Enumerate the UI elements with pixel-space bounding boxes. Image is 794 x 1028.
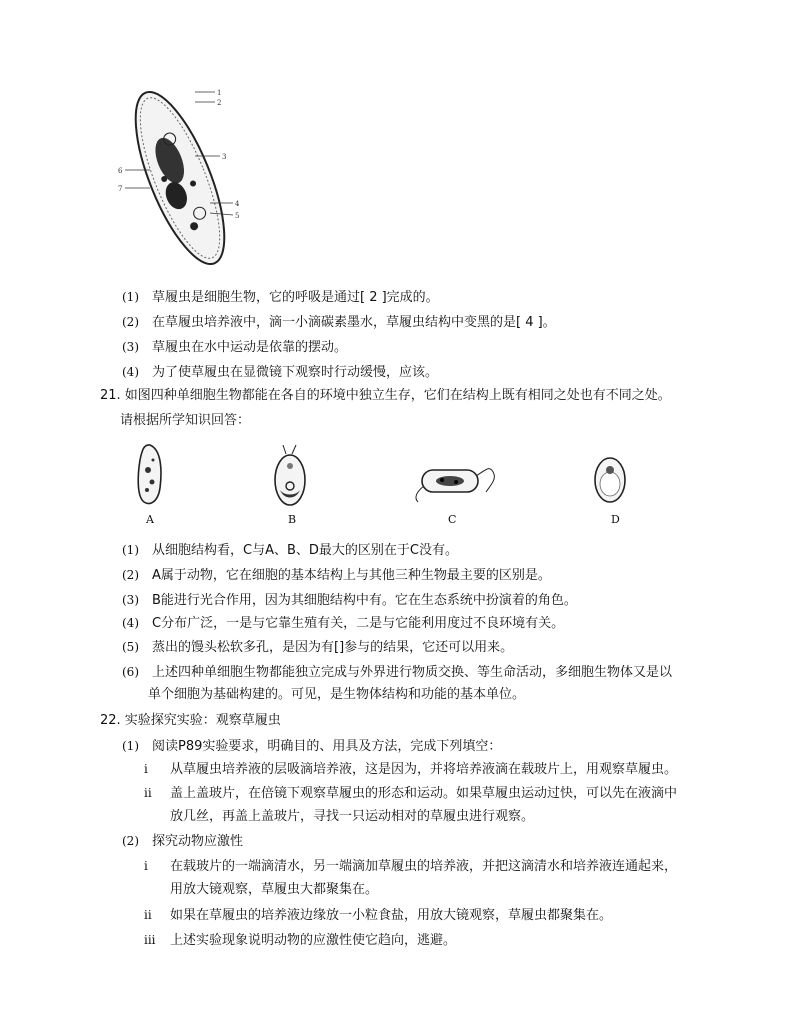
q21-item-1 <box>122 541 458 560</box>
q22-part-2-iii <box>144 931 456 950</box>
q21-item-5-num: (5) <box>122 640 139 654</box>
q21-subtitle: 请根据所学知识回答： <box>120 413 251 428</box>
q22-part-1-i-text: 从草履虫培养液的层吸滴培养液，这是因为，并将培养液滴在载玻片上，用观察草履虫。 <box>170 762 678 777</box>
q20-item-3-num: (3) <box>122 340 139 354</box>
caption-b: B <box>288 513 297 526</box>
q22-part-2-num: (2) <box>122 834 139 848</box>
figure-label-4: 4 <box>235 200 240 208</box>
q22-part-2-iii-num: iii <box>144 933 156 947</box>
q22-part-2-i-text: 在载玻片的一端滴清水，另一端滴加草履虫的培养液，并把这滴清水和培养液连通起来， <box>170 859 678 874</box>
q21-item-4-text: C分布广泛，一是与它靠生殖有关，二是与它能利用度过不良环境有关。 <box>152 616 565 631</box>
q22-part-2-ii <box>144 906 612 925</box>
q21-item-4-num: (4) <box>122 616 139 630</box>
figure-label-2: 2 <box>217 99 222 107</box>
q22-part-1-ii <box>144 784 677 803</box>
q20-item-4-num: (4) <box>122 365 139 379</box>
q21-item-5-text: 蒸出的馒头松软多孔，是因为有[]参与的结果，它还可以用来。 <box>152 640 514 655</box>
q22-part-2-ii-text: 如果在草履虫的培养液边缘放一小粒食盐，用放大镜观察，草履虫都聚集在。 <box>170 908 613 923</box>
q20-item-1-num: (1) <box>122 290 139 304</box>
q20-item-2-num: (2) <box>122 315 139 329</box>
q20-item-1-text: 草履虫是细胞生物，它的呼吸是通过[ 2 ]完成的。 <box>152 290 439 305</box>
paramecium-diagram <box>115 78 245 278</box>
q22-part-2-i-num: i <box>144 859 148 873</box>
q21-item-1-text: 从细胞结构看，C与A、B、D最大的区别在于C没有。 <box>152 543 458 558</box>
q21-title: 21. 如图四种单细胞生物都能在各自的环境中独立生存，它们在结构上既有相同之处也有不同之处。 <box>100 388 671 403</box>
q22-part-1-i-num: i <box>144 762 148 776</box>
q20-item-4-text: 为了使草履虫在显微镜下观察时行动缓慢，应该。 <box>152 365 439 380</box>
q22-part-1-num: (1) <box>122 739 139 753</box>
q22-part-2-text: 探究动物应激性 <box>152 834 244 849</box>
figure-label-1: 1 <box>217 89 222 97</box>
q22-title: 22. 实验探究实验：观察草履虫 <box>100 713 281 728</box>
q21-item-2 <box>122 566 551 585</box>
q22-part-1-ii-num: ii <box>144 786 152 800</box>
q21-item-3 <box>122 591 577 610</box>
q22-part-2-i-continued: 用放大镜观察，草履虫大都聚集在。 <box>170 882 379 897</box>
q20-item-3 <box>122 338 347 357</box>
q20-item-3-text: 草履虫在水中运动是依靠的摆动。 <box>152 340 348 355</box>
organism-c-diagram <box>410 458 500 504</box>
organism-a-diagram <box>130 442 170 508</box>
q21-item-6 <box>122 663 672 682</box>
q21-item-2-num: (2) <box>122 568 139 582</box>
q22-part-1-ii-text: 盖上盖玻片，在倍镜下观察草履虫的形态和运动。如果草履虫运动过快，可以先在液滴中 <box>170 786 678 801</box>
q21-item-4 <box>122 614 564 633</box>
q21-item-6-text: 上述四种单细胞生物都能独立完成与外界进行物质交换、等生命活动，多细胞生物体又是以 <box>152 665 673 680</box>
caption-d: D <box>611 513 620 526</box>
q22-part-1 <box>122 737 501 756</box>
q22-part-2-ii-num: ii <box>144 908 152 922</box>
caption-c: C <box>448 513 457 526</box>
q20-item-4 <box>122 363 438 382</box>
q20-item-2-text: 在草履虫培养液中，滴一小滴碳素墨水，草履虫结构中变黑的是[ 4 ]。 <box>152 315 556 330</box>
q22-part-2-i <box>144 857 677 876</box>
figure-label-6: 6 <box>118 167 123 175</box>
caption-a: A <box>146 513 154 526</box>
organism-d-diagram <box>592 454 628 506</box>
q22-part-1-text: 阅读P89实验要求，明确目的、用具及方法，完成下列填空： <box>152 739 502 754</box>
q21-item-6-continued: 单个细胞为基础构建的。可见，是生物体结构和功能的基本单位。 <box>148 687 526 702</box>
q21-item-5 <box>122 638 513 657</box>
q22-part-1-ii-continued: 放几丝，再盖上盖玻片，寻找一只运动相对的草履虫进行观察。 <box>170 809 535 824</box>
q20-item-1 <box>122 288 439 307</box>
organism-b-diagram <box>270 442 310 508</box>
figure-label-5: 5 <box>235 212 240 220</box>
q21-item-3-text: B能进行光合作用，因为其细胞结构中有。它在生态系统中扮演着的角色。 <box>152 593 577 608</box>
figure-label-3: 3 <box>222 153 227 161</box>
q20-item-2 <box>122 313 556 332</box>
q21-item-3-num: (3) <box>122 593 139 607</box>
q22-part-2 <box>122 832 243 851</box>
q21-item-6-num: (6) <box>122 665 139 679</box>
q21-item-1-num: (1) <box>122 543 139 557</box>
q21-item-2-text: A属于动物，它在细胞的基本结构上与其他三种生物最主要的区别是。 <box>152 568 551 583</box>
figure-label-7: 7 <box>118 185 123 193</box>
q22-part-2-iii-text: 上述实验现象说明动物的应激性使它趋向，逃避。 <box>170 933 457 948</box>
q22-part-1-i <box>144 760 677 779</box>
